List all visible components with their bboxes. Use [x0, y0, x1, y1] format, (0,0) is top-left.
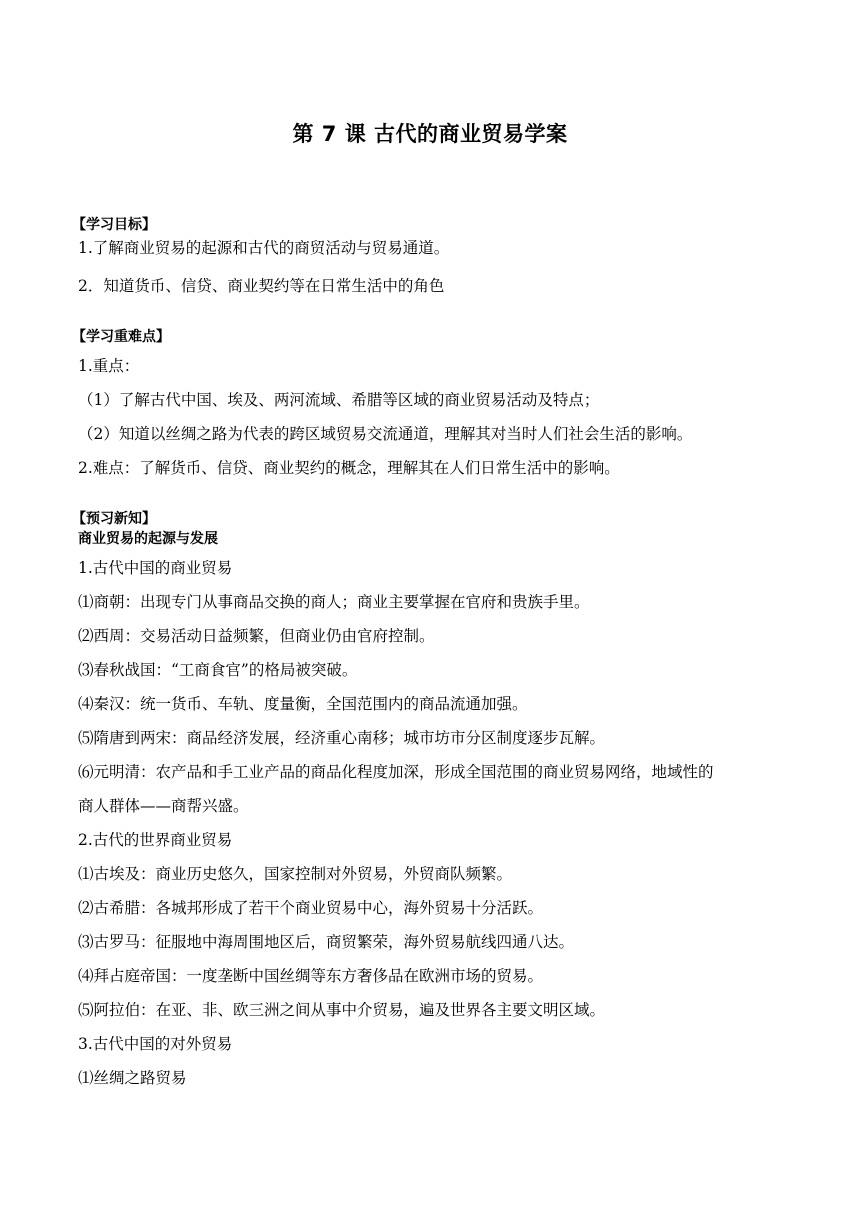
goal-item: 1.了解商业贸易的起源和古代的商贸活动与贸易通道。	[78, 239, 450, 257]
preview-item: ⑷拜占庭帝国：一度垄断中国丝绸等东方奢侈品在欧洲市场的贸易。	[78, 967, 544, 985]
preview-item: ⑸隋唐到两宋：商品经济发展，经济重心南移；城市坊市分区制度逐步瓦解。	[78, 729, 606, 747]
section-subheading: 商业贸易的起源与发展	[78, 531, 218, 547]
section-heading-preview: 【预习新知】	[72, 511, 156, 527]
goal-item: 2．知道货币、信贷、商业契约等在日常生活中的角色	[78, 277, 445, 295]
preview-item: ⑴古埃及：商业历史悠久，国家控制对外贸易，外贸商队频繁。	[78, 865, 513, 883]
page-title: 第 7 课 古代的商业贸易学案	[292, 122, 568, 146]
key-point-item: 1.重点：	[78, 357, 140, 375]
preview-item: ⑸阿拉伯：在亚、非、欧三洲之间从事中介贸易，遍及世界各主要文明区域。	[78, 1001, 606, 1019]
preview-item: ⑴丝绸之路贸易	[78, 1069, 187, 1087]
preview-item: ⑹元明清：农产品和手工业产品的商品化程度加深，形成全国范围的商业贸易网络，地域性的	[78, 763, 714, 781]
preview-item: 3.古代中国的对外贸易	[78, 1035, 233, 1053]
preview-item: 2.古代的世界商业贸易	[78, 831, 233, 849]
key-point-item: （2）知道以丝绸之路为代表的跨区域贸易交流通道，理解其对当时人们社会生活的影响。	[78, 425, 693, 443]
preview-item: 商人群体——商帮兴盛。	[78, 797, 249, 815]
preview-item: ⑵古希腊：各城邦形成了若干个商业贸易中心，海外贸易十分活跃。	[78, 899, 544, 917]
preview-item: 1.古代中国的商业贸易	[78, 559, 233, 577]
section-heading-key-points: 【学习重难点】	[72, 329, 170, 345]
preview-item: ⑴商朝：出现专门从事商品交换的商人；商业主要掌握在官府和贵族手里。	[78, 593, 590, 611]
key-point-item: 2.难点：了解货币、信贷、商业契约的概念，理解其在人们日常生活中的影响。	[78, 459, 620, 477]
preview-item: ⑷秦汉：统一货币、车轨、度量衡，全国范围内的商品流通加强。	[78, 695, 528, 713]
preview-item: ⑶古罗马：征服地中海周围地区后，商贸繁荣，海外贸易航线四通八达。	[78, 933, 575, 951]
preview-item: ⑶春秋战国：“工商食官”的格局被突破。	[78, 661, 358, 679]
section-heading-goals: 【学习目标】	[72, 217, 156, 233]
preview-item: ⑵西周：交易活动日益频繁，但商业仍由官府控制。	[78, 627, 435, 645]
key-point-item: （1）了解古代中国、埃及、两河流域、希腊等区域的商业贸易活动及特点；	[78, 391, 600, 409]
